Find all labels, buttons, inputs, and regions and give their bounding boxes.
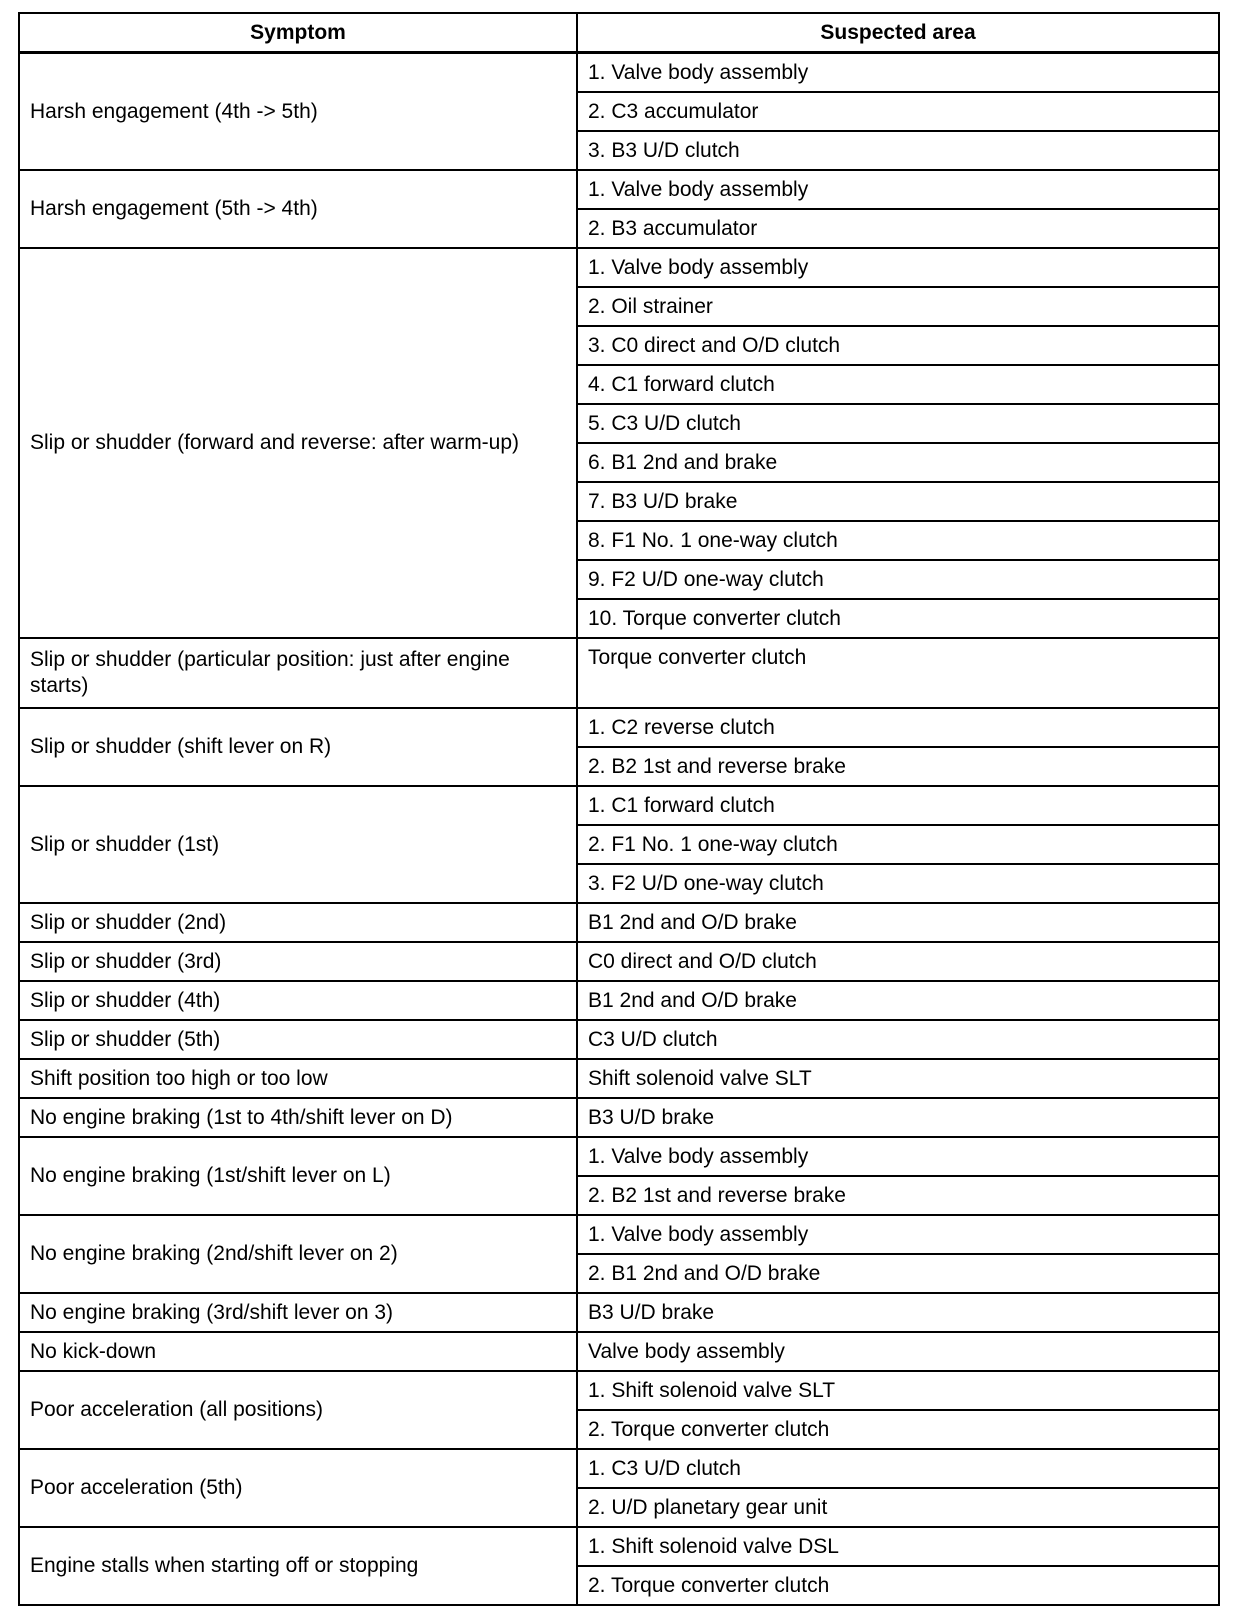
symptom-cell: Slip or shudder (forward and reverse: after warm-up)	[19, 248, 577, 638]
table-row	[19, 1020, 1219, 1059]
suspected-area-cell: 7. B3 U/D brake	[577, 482, 1219, 521]
symptom-cell: Slip or shudder (5th)	[19, 1020, 577, 1059]
suspected-area-cell: 2. B3 accumulator	[577, 209, 1219, 248]
suspected-area-cell: 1. Valve body assembly	[577, 248, 1219, 287]
suspected-area-cell: 1. Valve body assembly	[577, 1137, 1219, 1176]
suspected-area-cell: 2. F1 No. 1 one-way clutch	[577, 825, 1219, 864]
symptom-table	[18, 12, 1220, 1606]
suspected-area-cell: B3 U/D brake	[577, 1098, 1219, 1137]
table-row	[19, 170, 1219, 209]
symptom-cell: Harsh engagement (5th -> 4th)	[19, 170, 577, 248]
suspected-area-cell: Torque converter clutch	[577, 638, 1219, 708]
symptom-cell: Slip or shudder (shift lever on R)	[19, 708, 577, 786]
header-row	[19, 13, 1219, 53]
symptom-cell: Slip or shudder (2nd)	[19, 903, 577, 942]
table-row	[19, 708, 1219, 747]
suspected-area-cell: 1. Shift solenoid valve DSL	[577, 1527, 1219, 1566]
suspected-area-cell: 2. Oil strainer	[577, 287, 1219, 326]
table-row	[19, 942, 1219, 981]
suspected-area-column-header: Suspected area	[577, 13, 1219, 53]
suspected-area-cell: Shift solenoid valve SLT	[577, 1059, 1219, 1098]
suspected-area-cell: 1. Shift solenoid valve SLT	[577, 1371, 1219, 1410]
suspected-area-cell: 3. F2 U/D one-way clutch	[577, 864, 1219, 903]
table-row	[19, 1098, 1219, 1137]
suspected-area-cell: B1 2nd and O/D brake	[577, 981, 1219, 1020]
table-row	[19, 248, 1219, 287]
table-row	[19, 1059, 1219, 1098]
table-row	[19, 1215, 1219, 1254]
suspected-area-cell: 1. Valve body assembly	[577, 1215, 1219, 1254]
symptom-cell: Shift position too high or too low	[19, 1059, 577, 1098]
table-header	[19, 13, 1219, 53]
suspected-area-cell: 2. U/D planetary gear unit	[577, 1488, 1219, 1527]
symptom-cell: Slip or shudder (3rd)	[19, 942, 577, 981]
table-body	[19, 53, 1219, 1606]
suspected-area-cell: 4. C1 forward clutch	[577, 365, 1219, 404]
table-row	[19, 1371, 1219, 1410]
suspected-area-cell: 3. B3 U/D clutch	[577, 131, 1219, 170]
symptom-cell: No engine braking (1st/shift lever on L)	[19, 1137, 577, 1215]
suspected-area-cell: 1. Valve body assembly	[577, 170, 1219, 209]
table-row	[19, 1332, 1219, 1371]
document-page	[18, 12, 1218, 1606]
table-row	[19, 903, 1219, 942]
table-row	[19, 981, 1219, 1020]
suspected-area-cell: 9. F2 U/D one-way clutch	[577, 560, 1219, 599]
symptom-cell: Poor acceleration (5th)	[19, 1449, 577, 1527]
symptom-column-header: Symptom	[19, 13, 577, 53]
suspected-area-cell: C0 direct and O/D clutch	[577, 942, 1219, 981]
suspected-area-cell: 3. C0 direct and O/D clutch	[577, 326, 1219, 365]
table-row	[19, 53, 1219, 93]
symptom-cell: Engine stalls when starting off or stopping	[19, 1527, 577, 1605]
symptom-cell: Slip or shudder (1st)	[19, 786, 577, 903]
symptom-cell: No engine braking (1st to 4th/shift lever on D)	[19, 1098, 577, 1137]
symptom-cell: Slip or shudder (4th)	[19, 981, 577, 1020]
table-row	[19, 638, 1219, 708]
suspected-area-cell: 2. B2 1st and reverse brake	[577, 747, 1219, 786]
suspected-area-cell: 2. B1 2nd and O/D brake	[577, 1254, 1219, 1293]
suspected-area-cell: 10. Torque converter clutch	[577, 599, 1219, 638]
suspected-area-cell: 1. C1 forward clutch	[577, 786, 1219, 825]
suspected-area-cell: 8. F1 No. 1 one-way clutch	[577, 521, 1219, 560]
suspected-area-cell: Valve body assembly	[577, 1332, 1219, 1371]
table-row	[19, 1527, 1219, 1566]
symptom-cell: No engine braking (2nd/shift lever on 2)	[19, 1215, 577, 1293]
symptom-cell: Poor acceleration (all positions)	[19, 1371, 577, 1449]
table-row	[19, 1293, 1219, 1332]
suspected-area-cell: 2. Torque converter clutch	[577, 1410, 1219, 1449]
suspected-area-cell: 2. B2 1st and reverse brake	[577, 1176, 1219, 1215]
suspected-area-cell: 1. C2 reverse clutch	[577, 708, 1219, 747]
suspected-area-cell: 2. C3 accumulator	[577, 92, 1219, 131]
suspected-area-cell: 5. C3 U/D clutch	[577, 404, 1219, 443]
table-row	[19, 786, 1219, 825]
suspected-area-cell: 2. Torque converter clutch	[577, 1566, 1219, 1605]
symptom-cell: No kick-down	[19, 1332, 577, 1371]
table-row	[19, 1449, 1219, 1488]
table-row	[19, 1137, 1219, 1176]
suspected-area-cell: B3 U/D brake	[577, 1293, 1219, 1332]
symptom-cell: No engine braking (3rd/shift lever on 3)	[19, 1293, 577, 1332]
suspected-area-cell: 1. Valve body assembly	[577, 53, 1219, 93]
symptom-cell: Slip or shudder (particular position: just after engine starts)	[19, 638, 577, 708]
suspected-area-cell: C3 U/D clutch	[577, 1020, 1219, 1059]
suspected-area-cell: B1 2nd and O/D brake	[577, 903, 1219, 942]
suspected-area-cell: 1. C3 U/D clutch	[577, 1449, 1219, 1488]
symptom-cell: Harsh engagement (4th -> 5th)	[19, 53, 577, 171]
suspected-area-cell: 6. B1 2nd and brake	[577, 443, 1219, 482]
